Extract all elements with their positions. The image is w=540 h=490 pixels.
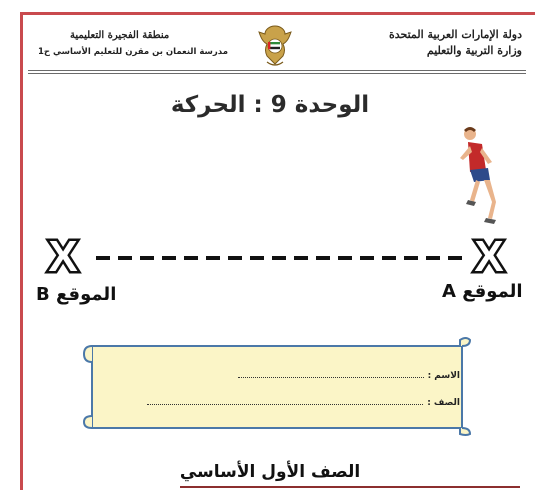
running-boy-icon xyxy=(448,122,506,230)
point-b-label: الموقع B xyxy=(36,284,117,305)
point-a-label: الموقع A xyxy=(442,281,523,302)
name-label: الاسم : xyxy=(427,371,460,381)
name-field[interactable] xyxy=(238,369,460,381)
ministry-line-2: وزارة التربية والتعليم xyxy=(426,44,522,57)
school-zone: منطقة الفجيرة التعليمية xyxy=(70,30,170,41)
point-a-marker: X xyxy=(474,232,504,281)
unit-title: الوحدة 9 : الحركة xyxy=(170,92,370,118)
class-blank[interactable] xyxy=(147,396,423,405)
point-b-marker: X xyxy=(48,232,78,281)
name-blank[interactable] xyxy=(238,369,424,378)
grade-level: الصف الأول الأساسي xyxy=(179,462,361,482)
school-name: مدرسة النعمان بن مقرن للتعليم الأساسي ح1 xyxy=(38,47,228,57)
class-label: الصف : xyxy=(427,398,460,408)
class-field[interactable] xyxy=(147,396,460,408)
ministry-line-1: دولة الإمارات العربية المتحدة xyxy=(388,28,522,41)
student-info-scroll xyxy=(82,336,472,436)
footer-divider xyxy=(180,486,520,488)
